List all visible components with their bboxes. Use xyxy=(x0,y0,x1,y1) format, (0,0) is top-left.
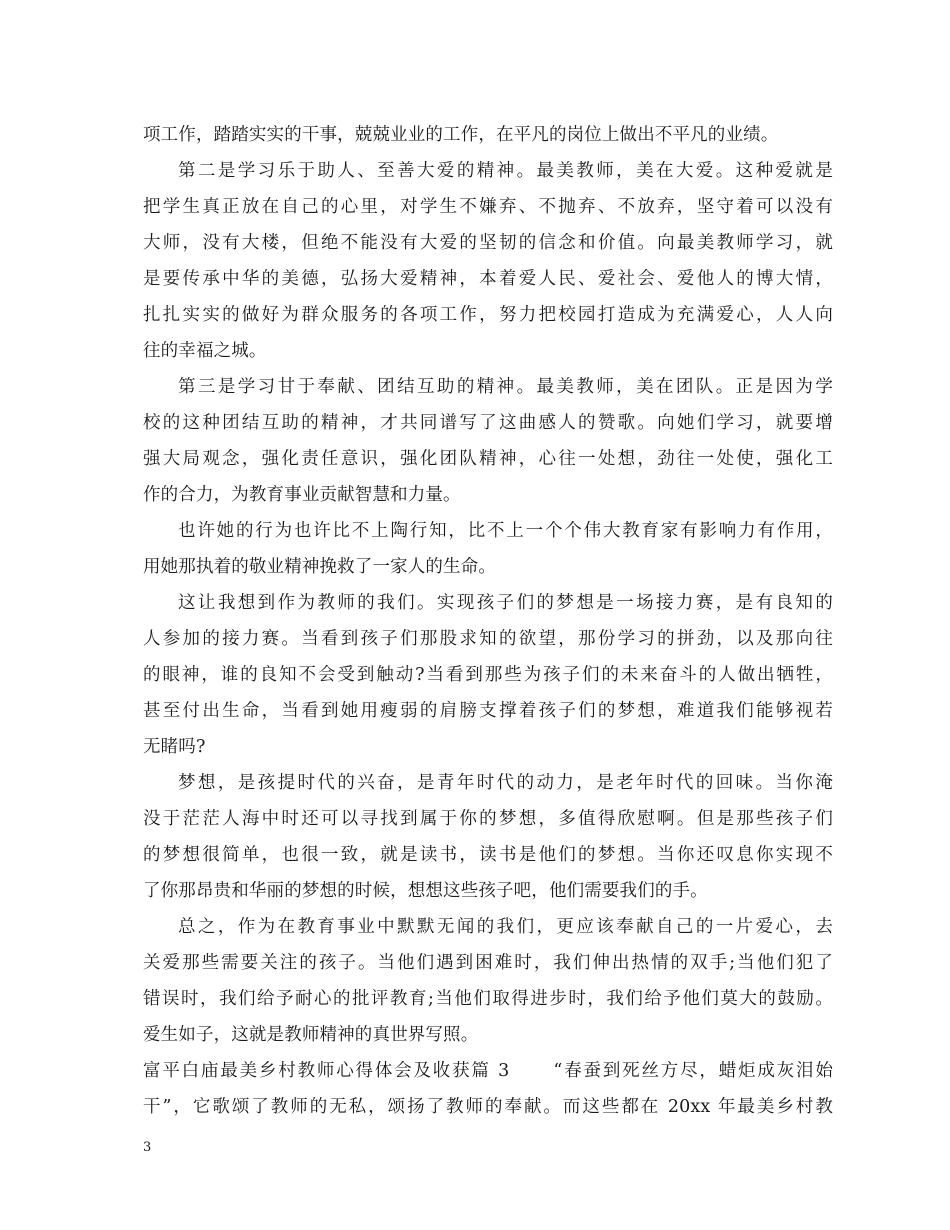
text-line-last: 干”，它歌颂了教师的无私，颂扬了教师的奉献。而这些都在 20xx 年最美乡村教 xyxy=(143,1097,833,1117)
text-line: 没于茫茫人海中时还可以寻找到属于你的梦想，多值得欣慰啊。但是那些孩子们 xyxy=(143,809,833,829)
text-line: 用她那执着的敬业精神挽救了一家人的生命。 xyxy=(143,557,496,577)
heading-continuation: “春蚕到死丝方尽，蜡炬成灰泪始 xyxy=(553,1061,833,1081)
page-number: 3 xyxy=(143,1140,152,1155)
paragraph-lines xyxy=(143,117,833,1053)
text-line: 校的这种团结互助的精神，才共同谱写了这曲感人的赞歌。向她们学习，就要增 xyxy=(143,413,833,433)
text-line: 总之，作为在教育事业中默默无闻的我们，更应该奉献自己的一片爱心，去 xyxy=(178,917,833,937)
text-line: 往的幸福之城。 xyxy=(143,341,267,361)
text-line: 了你那昂贵和华丽的梦想的时候，想想这些孩子吧，他们需要我们的手。 xyxy=(143,881,708,901)
text-line: 也许她的行为也许比不上陶行知，比不上一个个伟大教育家有影响力有作用， xyxy=(178,521,833,541)
section-heading: 富平白庙最美乡村教师心得体会及收获篇 3 xyxy=(143,1061,510,1081)
text-line: 的梦想很简单，也很一致，就是读书，读书是他们的梦想。当你还叹息你实现不 xyxy=(143,845,833,865)
text-line: 把学生真正放在自己的心里，对学生不嫌弃、不抛弃、不放弃，坚守着可以没有 xyxy=(143,197,833,217)
heading-line xyxy=(143,1053,833,1089)
text-line: 人参加的接力赛。当看到孩子们那股求知的欲望，那份学习的拼劲，以及那向往 xyxy=(143,629,833,649)
text-line: 甚至付出生命，当看到她用瘦弱的肩膀支撑着孩子们的梦想，难道我们能够视若 xyxy=(143,701,833,721)
text-line: 大师，没有大楼，但绝不能没有大爱的坚韧的信念和价值。向最美教师学习，就 xyxy=(143,233,833,253)
text-line: 爱生如子，这就是教师精神的真世界写照。 xyxy=(143,1025,479,1045)
text-line: 是要传承中华的美德，弘扬大爱精神，本着爱人民、爱社会、爱他人的博大情， xyxy=(143,269,833,289)
text-line: 作的合力，为教育事业贡献智慧和力量。 xyxy=(143,485,461,505)
text-line: 第三是学习甘于奉献、团结互助的精神。最美教师，美在团队。正是因为学 xyxy=(178,377,833,397)
text-line: 这让我想到作为教师的我们。实现孩子们的梦想是一场接力赛，是有良知的 xyxy=(178,593,833,613)
text-line: 第二是学习乐于助人、至善大爱的精神。最美教师，美在大爱。这种爱就是 xyxy=(178,161,833,181)
document-body xyxy=(143,117,833,1125)
text-line: 项工作，踏踏实实的干事，兢兢业业的工作，在平凡的岗位上做出不平凡的业绩。 xyxy=(143,125,779,145)
text-line: 强大局观念，强化责任意识，强化团队精神，心往一处想，劲往一处使，强化工 xyxy=(143,449,833,469)
text-line: 错误时，我们给予耐心的批评教育;当他们取得进步时，我们给予他们莫大的鼓励。 xyxy=(143,989,833,1009)
text-line: 关爱那些需要关注的孩子。当他们遇到困难时，我们伸出热情的双手;当他们犯了 xyxy=(143,953,833,973)
text-line: 扎扎实实的做好为群众服务的各项工作，努力把校园打造成为充满爱心，人人向 xyxy=(143,305,833,325)
text-line: 梦想，是孩提时代的兴奋，是青年时代的动力，是老年时代的回味。当你淹 xyxy=(178,773,833,793)
text-line: 无睹吗? xyxy=(143,737,206,757)
text-line: 的眼神，谁的良知不会受到触动?当看到那些为孩子们的未来奋斗的人做出牺牲， xyxy=(143,665,833,685)
